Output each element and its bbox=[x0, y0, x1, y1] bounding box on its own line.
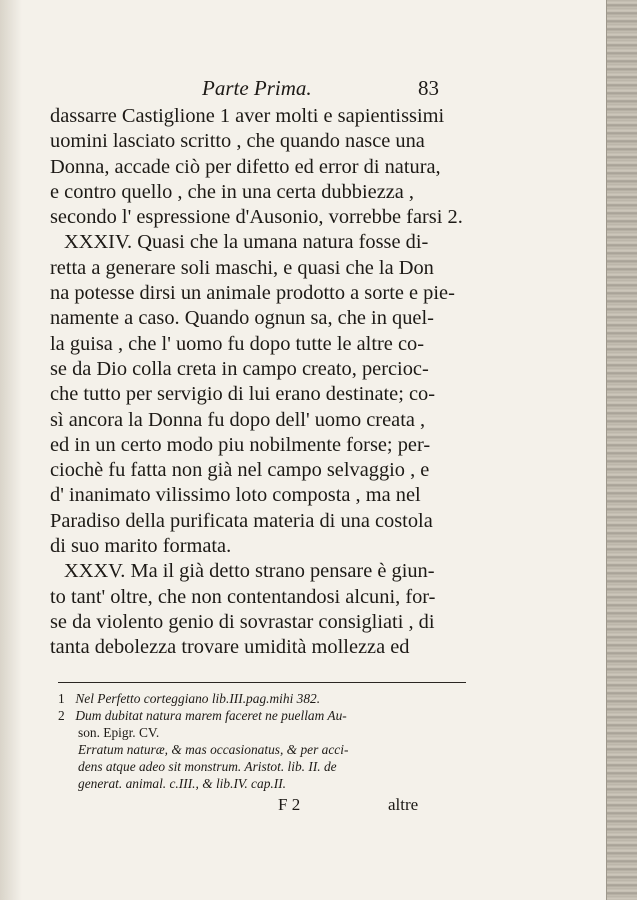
page-footer bbox=[50, 795, 590, 817]
page-content bbox=[50, 74, 590, 817]
section-heading-line: XXXIV. Quasi che la umana natura fosse di- bbox=[64, 231, 429, 254]
footnote bbox=[50, 707, 590, 724]
footnote-continuation: generat. animal. c.III., & lib.IV. cap.II. bbox=[78, 776, 287, 792]
footnote-continuation: dens atque adeo sit monstrum. Aristot. lib. II. de bbox=[78, 759, 337, 775]
text-line: di suo marito formata. bbox=[50, 535, 232, 558]
page-gutter-shadow bbox=[0, 0, 22, 900]
text-line: ed in un certo modo piu nobilmente forse; per- bbox=[50, 433, 431, 456]
text-line: tanta debolezza trovare umidità mollezza ed bbox=[50, 636, 410, 659]
text-line: secondo l' espressione d'Ausonio, vorrebbe farsi 2. bbox=[50, 206, 463, 229]
catchword: altre bbox=[388, 794, 419, 814]
running-head bbox=[50, 74, 590, 104]
text-line: d' inanimato vilissimo loto composta , ma nel bbox=[50, 484, 421, 507]
text-line: Paradiso della purificata materia di una costola bbox=[50, 509, 433, 532]
text-line: namente a caso. Quando ognun sa, che in quel- bbox=[50, 307, 434, 330]
text-line: Donna, accade ciò per difetto ed error di natura, bbox=[50, 155, 441, 178]
text-line: e contro quello , che in una certa dubbiezza , bbox=[50, 180, 415, 203]
section-heading-line: XXXV. Ma il già detto strano pensare è giun- bbox=[64, 560, 435, 583]
footnote-number: 2 bbox=[58, 707, 65, 723]
footnote-rule bbox=[58, 682, 466, 683]
text-line: ciochè fu fatta non già nel campo selvaggio , e bbox=[50, 459, 430, 482]
page-number: 83 bbox=[418, 76, 439, 100]
footnote-continuation: Erratum naturæ, & mas occasionatus, & per acci- bbox=[78, 742, 349, 758]
text-line: se da Dio colla creta in campo creato, percioc- bbox=[50, 357, 429, 380]
signature-mark: F 2 bbox=[278, 794, 301, 814]
text-line: che tutto per servigio di lui erano destinate; co- bbox=[50, 383, 436, 406]
text-line: to tant' oltre, che non contentandosi alcuni, for- bbox=[50, 585, 436, 608]
text-line: la guisa , che l' uomo fu dopo tutte le altre co- bbox=[50, 332, 424, 355]
footnote-text: Dum dubitat natura marem faceret ne puellam Au- bbox=[75, 707, 347, 723]
text-line: retta a generare soli maschi, e quasi che la Don bbox=[50, 256, 434, 279]
footnotes bbox=[50, 690, 590, 793]
footnote bbox=[50, 690, 590, 707]
text-line: sì ancora la Donna fu dopo dell' uomo creata , bbox=[50, 408, 426, 431]
footnote-number: 1 bbox=[58, 690, 65, 706]
footnote-continuation: son. Epigr. CV. bbox=[78, 724, 160, 740]
running-title: Parte Prima. bbox=[202, 76, 312, 100]
footnote-text: Nel Perfetto corteggiano lib.III.pag.mihi 382. bbox=[75, 690, 321, 706]
text-line: se da violento genio di sovrastar consigliati , di bbox=[50, 610, 435, 633]
text-line: na potesse dirsi un animale prodotto a sorte e pie- bbox=[50, 282, 455, 305]
text-line: uomini lasciato scritto , che quando nasce una bbox=[50, 130, 425, 153]
page-edge bbox=[606, 0, 637, 900]
body-text bbox=[50, 104, 590, 661]
text-line: dassarre Castiglione 1 aver molti e sapientissimi bbox=[50, 105, 445, 127]
